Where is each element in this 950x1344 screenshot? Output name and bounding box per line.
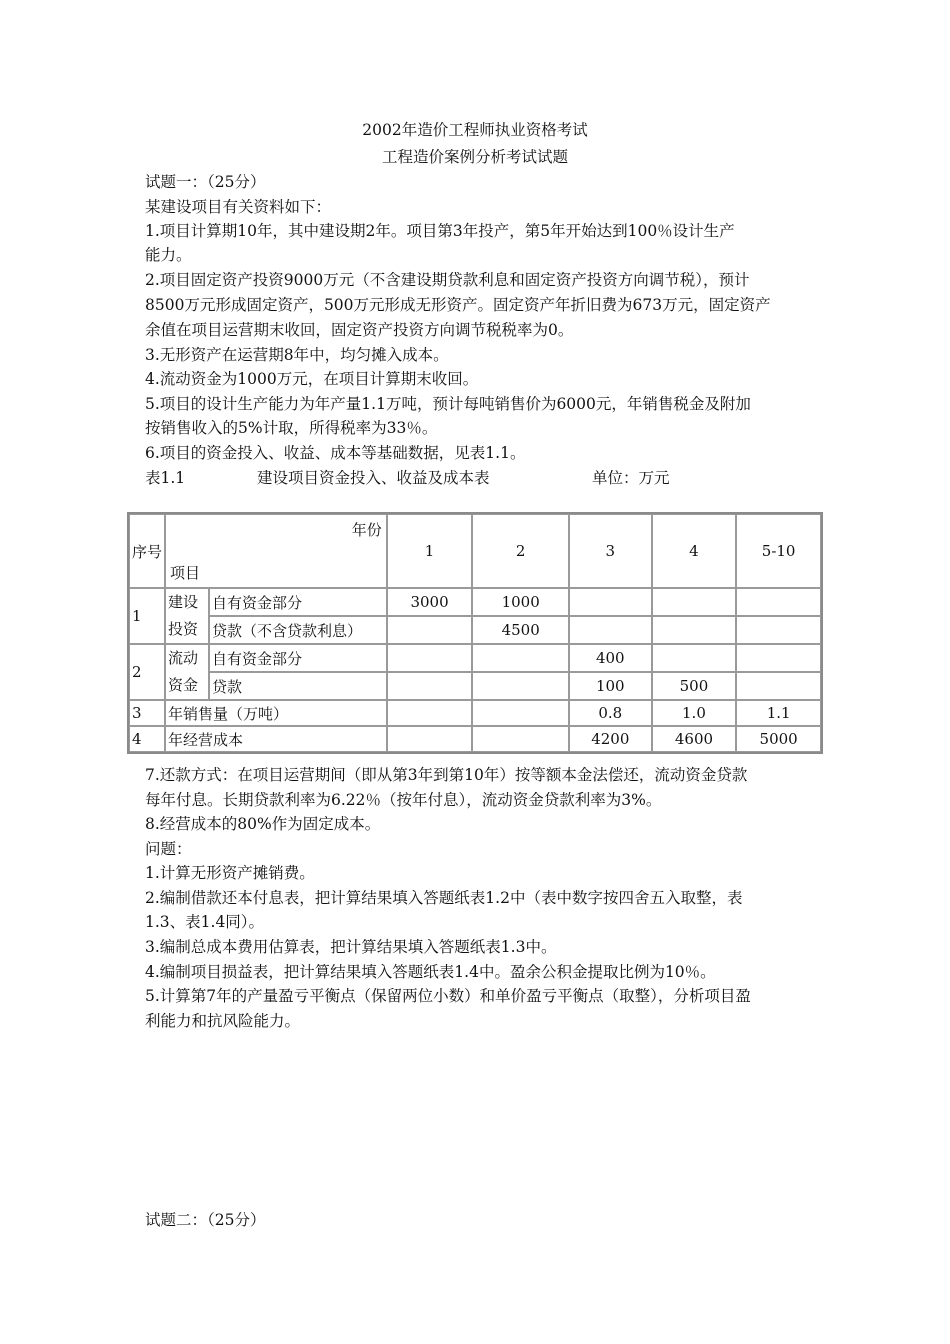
cell-value: 500 (652, 672, 737, 700)
question-line: 5.计算第7年的产量盈亏平衡点（保留两位小数）和单价盈亏平衡点（取整），分析项目盈 (145, 987, 751, 1005)
cell-value (387, 726, 473, 752)
table-row (129, 672, 821, 700)
header-year: 5-10 (736, 514, 821, 588)
paragraph-line: 每年付息。长期贷款利率为6.22％（按年付息），流动资金贷款利率为3%。 (145, 791, 662, 809)
cell-value (387, 672, 473, 700)
row-seq: 2 (129, 644, 165, 700)
cell-value: 4200 (569, 726, 652, 752)
header-diagonal-cell (165, 514, 387, 588)
cell-value: 4600 (652, 726, 737, 752)
header-year: 1 (387, 514, 473, 588)
paragraph-line: 余值在项目运营期末收回，固定资产投资方向调节税税率为0。 (145, 321, 574, 339)
table-row (129, 726, 821, 752)
table-caption-unit: 单位：万元 (592, 469, 670, 487)
row-item: 贷款（不含贷款利息） (209, 616, 387, 644)
question-line: 4.编制项目损益表，把计算结果填入答题纸表1.4中。盈余公积金提取比例为10％。 (145, 963, 716, 981)
funding-table (127, 512, 823, 754)
table-row (129, 616, 821, 644)
cell-value (472, 726, 569, 752)
paragraph-line: 6.项目的资金投入、收益、成本等基础数据，见表1.1。 (145, 444, 526, 462)
paragraph-line: 1.项目计算期10年，其中建设期2年。项目第3年投产，第5年开始达到100％设计生产 (145, 222, 735, 240)
row-item: 年销售量（万吨） (165, 700, 387, 726)
cell-value (736, 644, 821, 672)
table-row (129, 700, 821, 726)
question-1-intro: 某建设项目有关资料如下： (145, 198, 332, 216)
header-seq: 序号 (129, 514, 165, 588)
header-year: 3 (569, 514, 652, 588)
exam-title: 2002年造价工程师执业资格考试 (362, 121, 588, 139)
cell-value (472, 644, 569, 672)
row-group: 流动 资金 (165, 644, 209, 700)
table-header-row (129, 514, 821, 588)
table-row (129, 588, 821, 616)
cell-value: 1.1 (736, 700, 821, 726)
table-caption-name: 建设项目资金投入、收益及成本表 (257, 469, 490, 487)
paragraph-line: 8.经营成本的80%作为固定成本。 (145, 815, 381, 833)
cell-value: 0.8 (569, 700, 652, 726)
cell-value (736, 616, 821, 644)
header-item-label: 项目 (170, 564, 201, 582)
cell-value (736, 672, 821, 700)
row-item: 自有资金部分 (209, 644, 387, 672)
cell-value (472, 700, 569, 726)
cell-value: 3000 (387, 588, 473, 616)
questions-heading: 问题： (145, 840, 192, 858)
row-seq: 3 (129, 700, 165, 726)
cell-value (472, 672, 569, 700)
cell-value (736, 588, 821, 616)
cell-value (387, 644, 473, 672)
paragraph-line: 5.项目的设计生产能力为年产量1.1万吨，预计每吨销售价为6000元，年销售税金及附加 (145, 395, 751, 413)
cell-value (387, 616, 473, 644)
row-seq: 4 (129, 726, 165, 752)
cell-value: 4500 (472, 616, 569, 644)
cell-value (569, 588, 652, 616)
row-item: 自有资金部分 (209, 588, 387, 616)
question-line: 1.计算无形资产摊销费。 (145, 864, 315, 882)
question-1-heading: 试题一：（25分） (145, 173, 266, 191)
cell-value: 400 (569, 644, 652, 672)
header-year: 2 (472, 514, 569, 588)
row-seq: 1 (129, 588, 165, 644)
paragraph-line: 4.流动资金为1000万元，在项目计算期末收回。 (145, 370, 479, 388)
cell-value (652, 588, 737, 616)
header-year-label: 年份 (351, 521, 382, 539)
paragraph-line: 7.还款方式：在项目运营期间（即从第3年到第10年）按等额本金法偿还，流动资金贷款 (145, 766, 748, 784)
question-line: 3.编制总成本费用估算表，把计算结果填入答题纸表1.3中。 (145, 938, 557, 956)
question-2-heading: 试题二：（25分） (145, 1211, 266, 1229)
cell-value (652, 616, 737, 644)
paragraph-line: 能力。 (145, 246, 192, 264)
question-line: 2.编制借款还本付息表，把计算结果填入答题纸表1.2中（表中数字按四舍五入取整，表 (145, 889, 743, 907)
paragraph-line: 8500万元形成固定资产，500万元形成无形资产。固定资产年折旧费为673万元，固定资产 (145, 296, 771, 314)
cell-value: 1.0 (652, 700, 737, 726)
table-row (129, 644, 821, 672)
row-item: 贷款 (209, 672, 387, 700)
exam-subtitle: 工程造价案例分析考试试题 (381, 148, 568, 166)
paragraph-line: 2.项目固定资产投资9000万元（不含建设期贷款利息和固定资产投资方向调节税），预计 (145, 271, 750, 289)
header-year: 4 (652, 514, 737, 588)
cell-value (569, 616, 652, 644)
question-line: 利能力和抗风险能力。 (145, 1012, 301, 1030)
paragraph-line: 按销售收入的5%计取，所得税率为33％。 (145, 419, 438, 437)
cell-value: 1000 (472, 588, 569, 616)
paragraph-line: 3.无形资产在运营期8年中，均匀摊入成本。 (145, 346, 449, 364)
cell-value (387, 700, 473, 726)
table-caption-label: 表1.1 (145, 469, 186, 487)
row-item: 年经营成本 (165, 726, 387, 752)
cell-value: 5000 (736, 726, 821, 752)
cell-value: 100 (569, 672, 652, 700)
cell-value (652, 644, 737, 672)
question-line: 1.3、表1.4同）。 (145, 913, 265, 931)
row-group: 建设 投资 (165, 588, 209, 644)
